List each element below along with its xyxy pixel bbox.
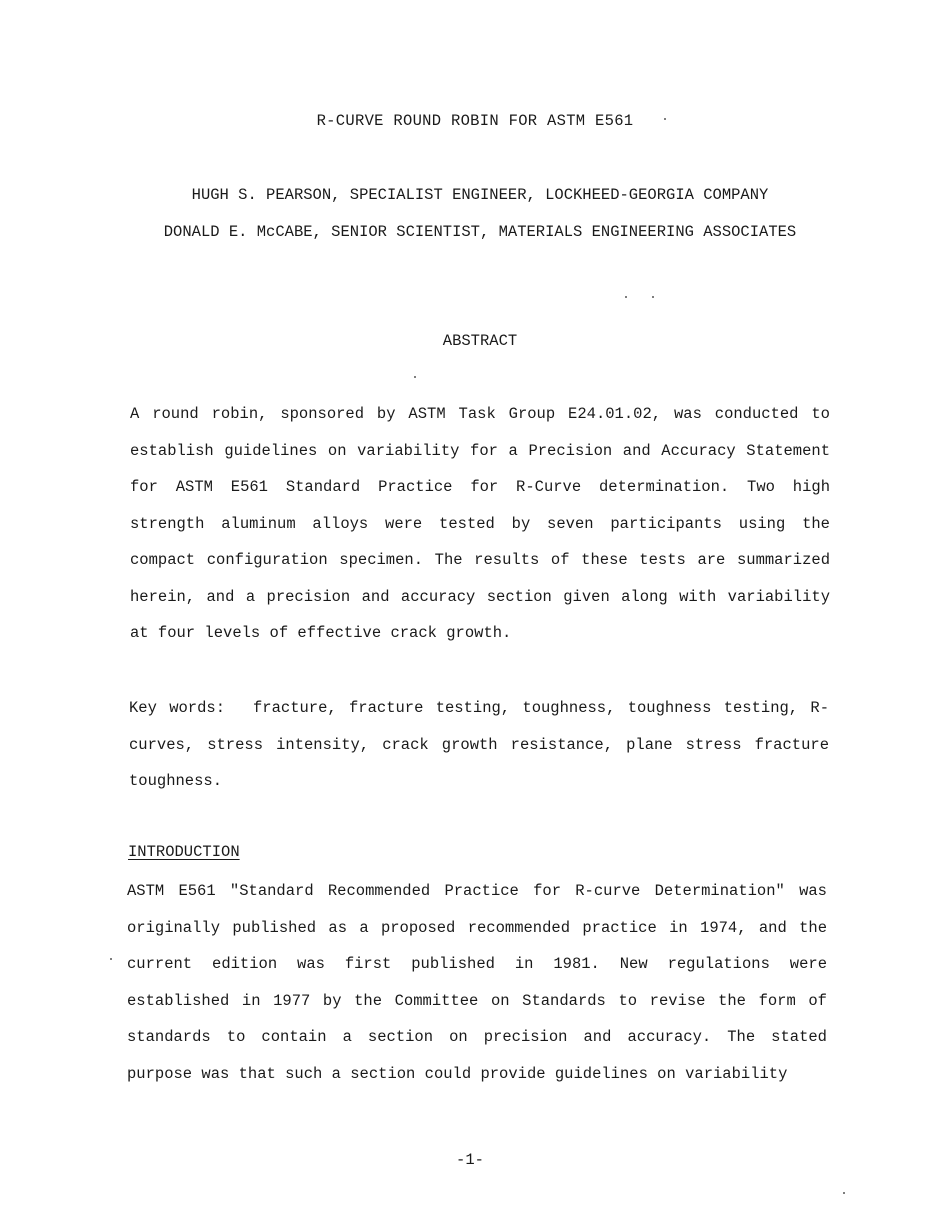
scan-speck: [110, 958, 112, 960]
scan-speck: [664, 118, 666, 120]
page-number: -1-: [456, 1151, 484, 1169]
scan-speck: [625, 296, 627, 298]
scan-speck: [652, 296, 654, 298]
author-line-2: DONALD E. McCABE, SENIOR SCIENTIST, MATERIALS ENGINEERING ASSOCIATES: [163, 223, 797, 241]
abstract-body: A round robin, sponsored by ASTM Task Group E24.01.02, was conducted to establish guidelines on variability for a Precision and Accuracy Statement for ASTM E561 Standard Practice for R-Curve determination. Two high strength aluminum alloys were tested by seven participants using the compact configuration specimen. The results of these tests are summarized herein, and a precision and accuracy section given along with variability at four levels of effective crack growth.: [130, 405, 830, 642]
paper-title: R-CURVE ROUND ROBIN FOR ASTM E561: [316, 112, 634, 130]
introduction-body: ASTM E561 "Standard Recommended Practice for R-curve Determination" was originally published as a proposed recommended practice in 1974, and the current edition was first published in 1981. New regulations were established in 1977 by the Committee on Standards to revise the form of standards to contain a section on precision and accuracy. The stated purpose was that such a section could provide guidelines on variability: [127, 882, 827, 1083]
author-line-1: HUGH S. PEARSON, SPECIALIST ENGINEER, LOCKHEED-GEORGIA COMPANY: [191, 186, 769, 204]
keywords-text: fracture, fracture testing, toughness, toughness testing, R-curves, stress intensity, crack growth resistance, plane stress fracture toughness.: [129, 699, 829, 790]
introduction-heading: INTRODUCTION: [128, 843, 240, 861]
scan-speck: [843, 1192, 845, 1194]
keywords-block: [129, 690, 829, 800]
keywords-label: Key words:: [129, 699, 225, 717]
abstract-heading: ABSTRACT: [442, 332, 518, 350]
scan-speck: [414, 376, 416, 378]
